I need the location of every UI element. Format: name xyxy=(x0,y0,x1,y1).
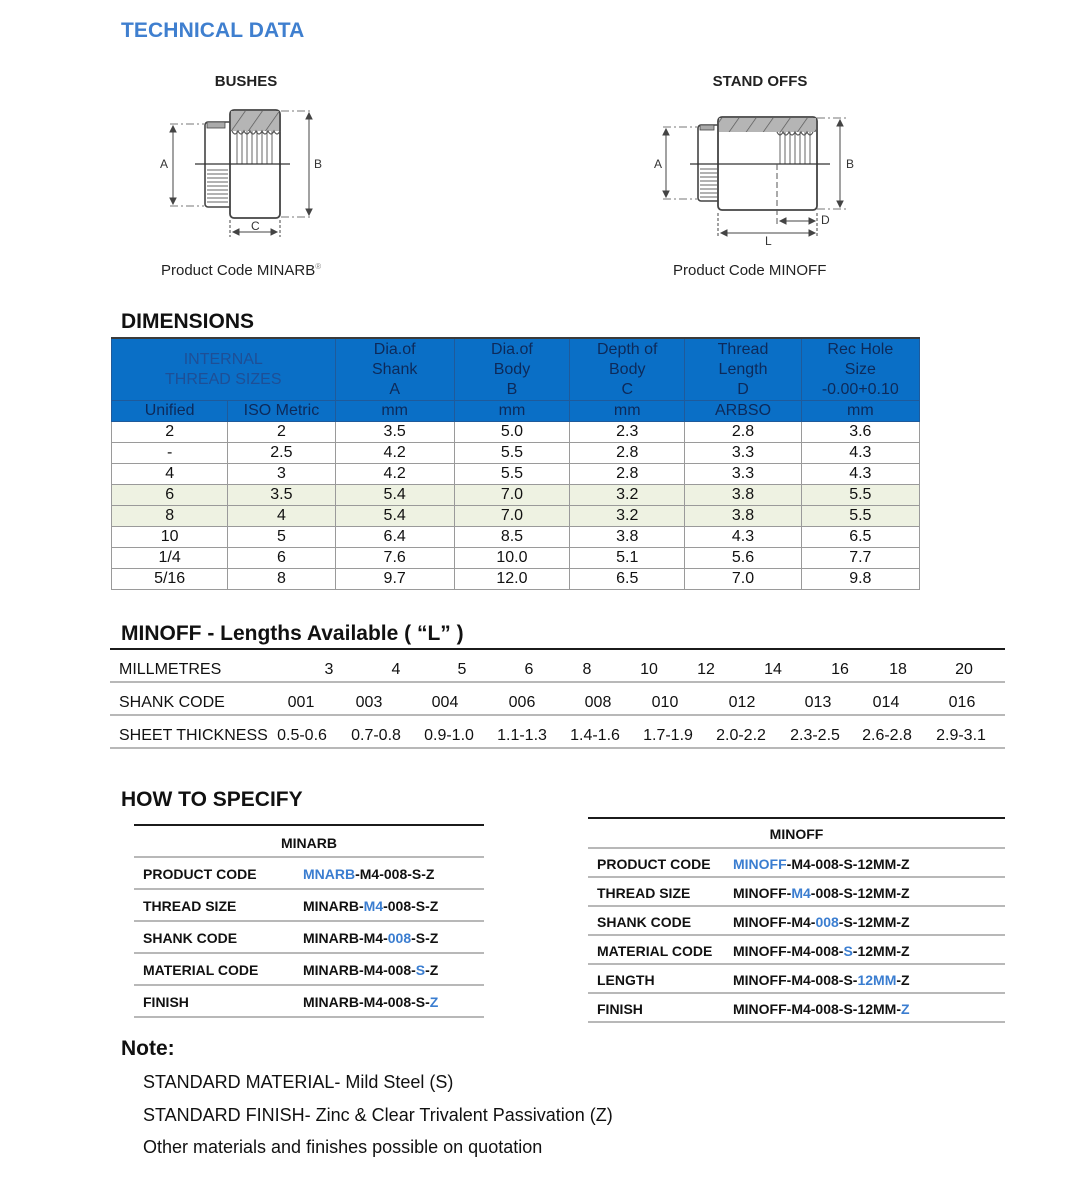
highlighted-segment: MINOFF xyxy=(733,855,787,872)
length-value: 2.0-2.2 xyxy=(716,727,766,744)
code-segment: MINOFF-M4-008-S-12MM- xyxy=(733,1000,902,1017)
table-cell: 10.0 xyxy=(454,548,569,569)
code-segment: -M4-008-S-Z xyxy=(355,866,435,882)
code-segment: MINOFF-M4-008-S- xyxy=(733,971,858,988)
spec-label: SHANK CODE xyxy=(597,913,692,930)
table-cell: 3.3 xyxy=(685,464,801,485)
table-cell: 7.6 xyxy=(335,548,454,569)
code-segment: -S-Z xyxy=(411,930,439,946)
length-value: 5 xyxy=(457,661,467,678)
dim-label-d: D xyxy=(821,213,830,227)
length-value: 0.5-0.6 xyxy=(277,727,327,744)
row-label: SHANK CODE xyxy=(119,694,225,711)
spec-code xyxy=(733,1001,910,1017)
bushes-diagram xyxy=(150,100,340,245)
code-segment: -M4-008-S-12MM-Z xyxy=(786,855,910,872)
table-row xyxy=(112,443,920,464)
length-value: 6 xyxy=(524,661,534,678)
table-cell: 8 xyxy=(228,569,335,590)
spec-row xyxy=(134,922,484,954)
highlighted-segment: 12MM xyxy=(857,971,897,988)
length-value: 010 xyxy=(651,694,679,711)
table-row xyxy=(112,548,920,569)
table-cell: 3 xyxy=(228,464,335,485)
length-value: 14 xyxy=(764,661,782,678)
length-value: 1.1-1.3 xyxy=(497,727,547,744)
table-cell: 3.6 xyxy=(801,422,919,443)
minarb-spec-table xyxy=(134,824,484,1018)
table-cell: 7.0 xyxy=(454,485,569,506)
table-cell: 6.5 xyxy=(570,569,685,590)
code-segment: -S-12MM-Z xyxy=(838,913,910,930)
length-value: 8 xyxy=(582,661,592,678)
table-cell: 8.5 xyxy=(454,527,569,548)
table-cell: 3.8 xyxy=(570,527,685,548)
table-cell: 4.2 xyxy=(335,464,454,485)
length-value: 1.7-1.9 xyxy=(643,727,693,744)
table-cell: 5.4 xyxy=(335,485,454,506)
table-cell: 3.3 xyxy=(685,443,801,464)
spec-row xyxy=(588,907,1005,936)
row-label: SHEET THICKNESS xyxy=(119,727,268,744)
lengths-title: MINOFF - Lengths Available ( “L” ) xyxy=(121,622,464,645)
length-value: 18 xyxy=(889,661,907,678)
spec-label: FINISH xyxy=(597,1000,643,1017)
spec-code xyxy=(733,972,910,988)
table-cell: 4 xyxy=(112,464,228,485)
header-rec-hole: Rec Hole Size -0.00+0.10 xyxy=(801,338,919,401)
table-cell: 3.8 xyxy=(685,506,801,527)
spec-label: MATERIAL CODE xyxy=(597,942,713,959)
spec-label: PRODUCT CODE xyxy=(597,855,711,872)
table-cell: - xyxy=(112,443,228,464)
spec-code xyxy=(733,943,910,959)
table-cell: 5.1 xyxy=(570,548,685,569)
length-value: 16 xyxy=(831,661,849,678)
table-row xyxy=(112,527,920,548)
table-cell: 3.8 xyxy=(685,485,801,506)
spec-code xyxy=(303,898,438,914)
spec-label: THREAD SIZE xyxy=(597,884,691,901)
table-cell: 1/4 xyxy=(112,548,228,569)
header-dia-body: Dia.of Body B xyxy=(454,338,569,401)
table-cell: 6 xyxy=(228,548,335,569)
table-cell: 5.5 xyxy=(801,506,919,527)
dimensions-table xyxy=(111,337,920,590)
spec-row xyxy=(134,858,484,890)
header-internal-thread-sizes xyxy=(112,338,336,401)
header-thread-length: Thread Length D xyxy=(685,338,801,401)
dim-label-a: A xyxy=(654,157,663,171)
table-cell: 5.5 xyxy=(454,443,569,464)
header-depth-body: Depth of Body C xyxy=(570,338,685,401)
table-cell: 6.4 xyxy=(335,527,454,548)
table-cell: 5.0 xyxy=(454,422,569,443)
dim-label-b: B xyxy=(846,157,855,171)
code-segment: -Z xyxy=(896,971,910,988)
length-value: 2.9-3.1 xyxy=(936,727,986,744)
length-value: 012 xyxy=(728,694,756,711)
registered-mark: ® xyxy=(315,262,322,271)
table-cell: 12.0 xyxy=(454,569,569,590)
unit-thread: ARBSO xyxy=(685,401,801,422)
table-cell: 9.7 xyxy=(335,569,454,590)
unit-depth: mm xyxy=(570,401,685,422)
table-cell: 5.6 xyxy=(685,548,801,569)
length-value: 004 xyxy=(431,694,459,711)
standoffs-diagram xyxy=(645,105,875,250)
table-cell: 2.5 xyxy=(228,443,335,464)
spec-label: THREAD SIZE xyxy=(143,898,237,914)
highlighted-segment: M4 xyxy=(363,898,384,914)
bushes-caption: BUSHES xyxy=(214,73,278,90)
table-cell: 6 xyxy=(112,485,228,506)
spec-row xyxy=(134,986,484,1018)
spec-code xyxy=(303,994,438,1010)
dim-label-c: C xyxy=(251,219,260,233)
table-cell: 10 xyxy=(112,527,228,548)
length-value: 3 xyxy=(324,661,334,678)
note-line: STANDARD MATERIAL- Mild Steel (S) xyxy=(143,1072,454,1092)
spec-label: LENGTH xyxy=(597,971,655,988)
table-cell: 5.4 xyxy=(335,506,454,527)
table-cell: 4.3 xyxy=(801,464,919,485)
spec-code xyxy=(733,856,910,872)
length-value: 016 xyxy=(948,694,976,711)
lengths-table xyxy=(110,648,1005,749)
table-cell: 7.0 xyxy=(685,569,801,590)
table-cell: 6.5 xyxy=(801,527,919,548)
length-value: 2.3-2.5 xyxy=(790,727,840,744)
spec-row xyxy=(588,936,1005,965)
length-value: 10 xyxy=(640,661,658,678)
minarb-heading: MINARB xyxy=(134,826,484,858)
header-unified: Unified xyxy=(112,401,228,422)
table-cell: 2.8 xyxy=(570,443,685,464)
spec-code xyxy=(303,866,434,882)
dim-label-l: L xyxy=(765,234,772,248)
table-cell: 2 xyxy=(112,422,228,443)
table-cell: 2.3 xyxy=(570,422,685,443)
note-line: STANDARD FINISH- Zinc & Clear Trivalent Passivation (Z) xyxy=(143,1105,613,1125)
length-value: 008 xyxy=(584,694,612,711)
table-cell: 8 xyxy=(112,506,228,527)
code-segment: MINARB-M4-008-S- xyxy=(303,994,430,1010)
length-value: 006 xyxy=(508,694,536,711)
group-header-line: THREAD SIZES xyxy=(165,371,282,388)
spec-label: FINISH xyxy=(143,994,189,1010)
length-value: 001 xyxy=(287,694,315,711)
length-value: 20 xyxy=(955,661,973,678)
code-segment: -Z xyxy=(425,962,439,978)
dim-label-b: B xyxy=(314,157,323,171)
standoffs-caption: STAND OFFS xyxy=(712,73,808,90)
table-row xyxy=(112,506,920,527)
code-segment: -12MM-Z xyxy=(852,942,910,959)
table-cell: 4.3 xyxy=(685,527,801,548)
highlighted-segment: S xyxy=(843,942,853,959)
spec-label: SHANK CODE xyxy=(143,930,238,946)
code-segment: MINOFF-M4- xyxy=(733,913,816,930)
millimetres-row xyxy=(110,650,1005,683)
highlighted-segment: M4 xyxy=(791,884,811,901)
note-title: Note: xyxy=(121,1037,175,1060)
table-row xyxy=(112,569,920,590)
table-cell: 5.5 xyxy=(801,485,919,506)
code-segment: MINARB-M4- xyxy=(303,930,388,946)
table-cell: 4.2 xyxy=(335,443,454,464)
table-cell: 7.7 xyxy=(801,548,919,569)
table-cell: 7.0 xyxy=(454,506,569,527)
group-header-line: INTERNAL xyxy=(183,351,263,368)
spec-row xyxy=(588,965,1005,994)
length-value: 014 xyxy=(872,694,900,711)
dim-label-a: A xyxy=(160,157,169,171)
highlighted-segment: Z xyxy=(429,994,439,1010)
header-iso-metric: ISO Metric xyxy=(228,401,335,422)
spec-row xyxy=(588,849,1005,878)
highlighted-segment: Z xyxy=(901,1000,910,1017)
code-segment: MINARB- xyxy=(303,898,364,914)
table-cell: 4.3 xyxy=(801,443,919,464)
code-segment: -008-S-Z xyxy=(383,898,439,914)
spec-code xyxy=(733,885,910,901)
spec-row xyxy=(134,890,484,922)
table-cell: 4 xyxy=(228,506,335,527)
minarb-product-code-caption xyxy=(161,262,321,279)
spec-label: MATERIAL CODE xyxy=(143,962,259,978)
note-line: Other materials and finishes possible on quotation xyxy=(143,1137,543,1157)
spec-label: PRODUCT CODE xyxy=(143,866,257,882)
minoff-product-code-caption: Product Code MINOFF xyxy=(673,262,827,279)
table-cell: 3.2 xyxy=(570,485,685,506)
table-cell: 3.5 xyxy=(228,485,335,506)
code-segment: MINARB-M4-008- xyxy=(303,962,416,978)
spec-code xyxy=(733,914,910,930)
table-cell: 2.8 xyxy=(685,422,801,443)
length-value: 2.6-2.8 xyxy=(862,727,912,744)
spec-row xyxy=(588,994,1005,1023)
table-cell: 3.2 xyxy=(570,506,685,527)
highlighted-segment: 008 xyxy=(387,930,412,946)
length-value: 0.9-1.0 xyxy=(424,727,474,744)
dimensions-title: DIMENSIONS xyxy=(121,310,255,333)
code-segment: -008-S-12MM-Z xyxy=(810,884,910,901)
table-cell: 5 xyxy=(228,527,335,548)
length-value: 1.4-1.6 xyxy=(570,727,620,744)
sheet-thickness-row xyxy=(110,716,1005,749)
unit-body: mm xyxy=(454,401,569,422)
row-label: MILLMETRES xyxy=(119,661,222,678)
table-row xyxy=(112,464,920,485)
page-title: TECHNICAL DATA xyxy=(121,19,305,42)
length-value: 0.7-0.8 xyxy=(351,727,401,744)
table-cell: 9.8 xyxy=(801,569,919,590)
length-value: 12 xyxy=(697,661,715,678)
table-cell: 2 xyxy=(228,422,335,443)
table-cell: 2.8 xyxy=(570,464,685,485)
highlighted-segment: MNARB xyxy=(303,866,356,882)
length-value: 013 xyxy=(804,694,832,711)
spec-row xyxy=(134,954,484,986)
unit-hole: mm xyxy=(801,401,919,422)
table-cell: 5/16 xyxy=(112,569,228,590)
how-to-specify-title: HOW TO SPECIFY xyxy=(121,788,303,811)
spec-code xyxy=(303,930,438,946)
table-cell: 3.5 xyxy=(335,422,454,443)
length-value: 4 xyxy=(391,661,401,678)
shank-code-row xyxy=(110,683,1005,716)
minoff-heading: MINOFF xyxy=(588,819,1005,849)
unit-shank: mm xyxy=(335,401,454,422)
table-cell: 5.5 xyxy=(454,464,569,485)
minoff-spec-table xyxy=(588,817,1005,1023)
table-row xyxy=(112,485,920,506)
minarb-caption-text: Product Code MINARB xyxy=(161,262,316,279)
code-segment: MINOFF- xyxy=(733,884,792,901)
highlighted-segment: S xyxy=(415,962,426,978)
code-segment: MINOFF-M4-008- xyxy=(733,942,844,959)
length-value: 003 xyxy=(355,694,383,711)
table-row xyxy=(112,422,920,443)
spec-row xyxy=(588,878,1005,907)
header-dia-shank: Dia.of Shank A xyxy=(335,338,454,401)
spec-code xyxy=(303,962,438,978)
highlighted-segment: 008 xyxy=(815,913,839,930)
